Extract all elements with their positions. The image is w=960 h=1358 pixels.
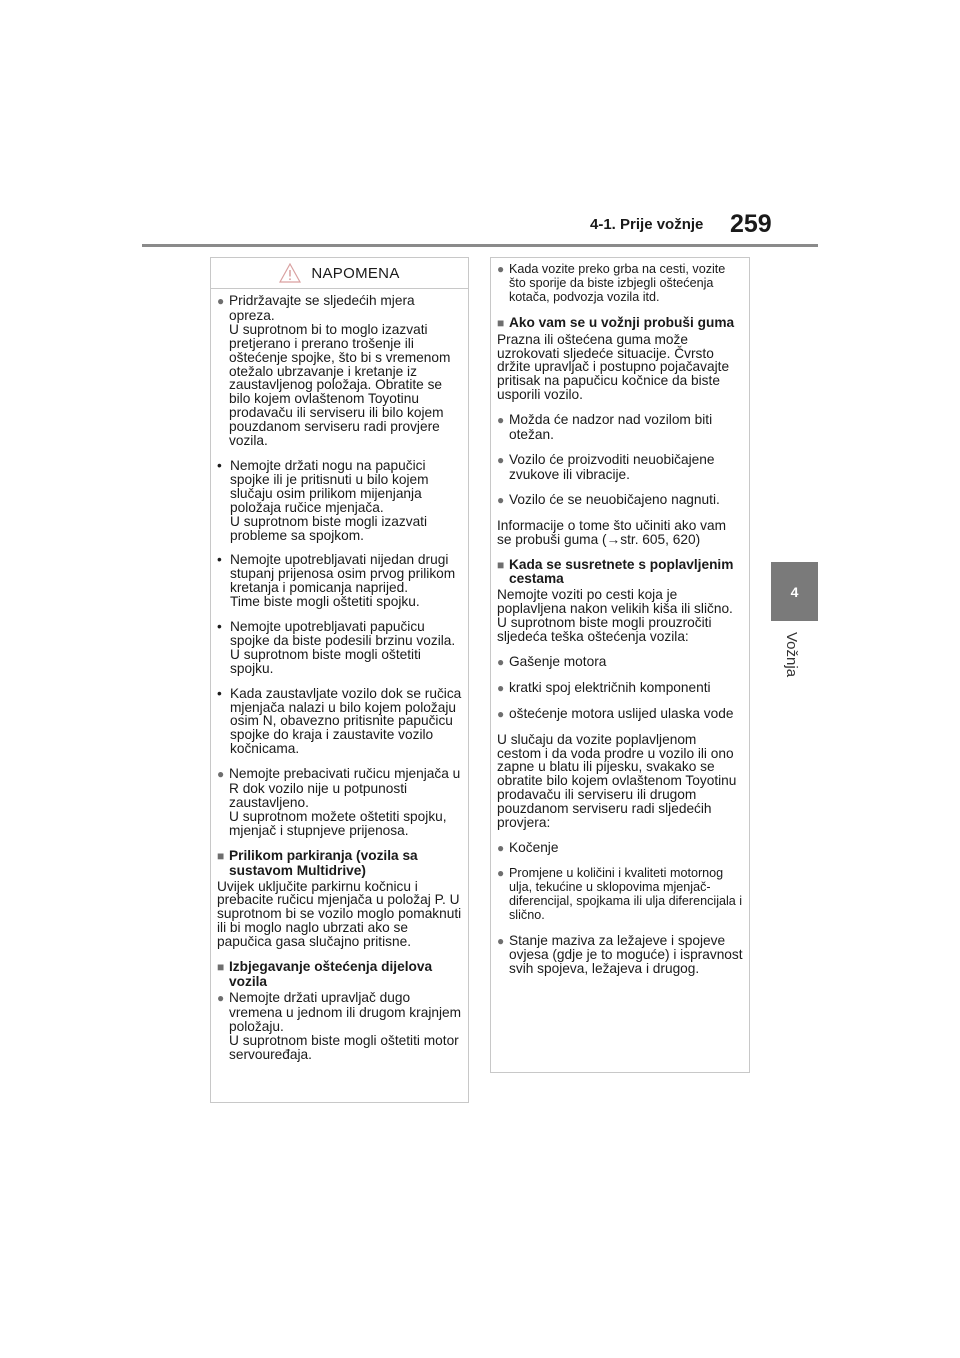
- list-item: ● Gašenje motora: [497, 655, 743, 670]
- paragraph: Nemojte voziti po cesti koja je poplavljena nakon velikih kiša ili slično. U suprotnom biste mogli prouzročiti sljedeća teška oštećenja vozila:: [497, 587, 733, 645]
- list-item: ● Nemojte držati upravljač dugo vremena u jednom ili drugom krajnjem položaju. U suprotnom biste mogli oštetiti motor servouređaja.: [217, 991, 462, 1062]
- list-item: ● Vozilo će se neuobičajeno nagnuti.: [497, 493, 743, 508]
- section-title: 4-1. Prije vožnje: [590, 216, 704, 233]
- list-item: ● Promjene u količini i kvaliteti motornog ulja, tekućine u sklopovima mjenjač-diferencijal, spojkama ili ulja diferencijala i slično.: [497, 867, 743, 923]
- list-item: • Nemojte upotrebljavati papučicu spojke da biste podesili brzinu vozila. U suprotnom biste mogli oštetiti spojku.: [217, 620, 462, 676]
- section-heading: ■ Kada se susretnete s poplavljenim cestama: [497, 558, 743, 587]
- section-heading: ■ Izbjegavanje oštećenja dijelova vozila: [217, 960, 462, 989]
- chapter-number: 4: [790, 583, 799, 600]
- list-item: ● Stanje maziva za ležajeve i spojeve ovjesa (gdje je to moguće) i ispravnost svih spojeva, ležajeva i drugog.: [497, 934, 743, 977]
- list-item: ● kratki spoj električnih komponenti: [497, 681, 743, 696]
- list-item: ● Kada vozite preko grba na cesti, vozite što sporije da biste izbjegli oštećenja kotača, podvozja vozila itd.: [497, 263, 743, 305]
- list-item: ● Možda će nadzor nad vozilom biti otežan.: [497, 413, 743, 442]
- paragraph: Prazna ili oštećena guma može uzrokovati sljedeće situacije. Čvrsto držite upravljač i postupno pojačavajte pritisak na papučicu kočnice da biste usporili vozilo.: [497, 331, 730, 403]
- paragraph: Uvijek uključite parkirnu kočnicu i prebacite ručicu mjenjača u položaj P. U suprotnom bi se vozilo moglo pomaknuti ili bi moglo naglo ubrzati ako se papučica gasa slučajno pritisne.: [217, 878, 462, 950]
- list-item: • Nemojte držati nogu na papučici spojke ili je pritisnuti u bilo kojem slučaju osim prilikom mijenjanja položaja ručice mjenjača. U suprotnom biste mogli izazvati probleme sa spojkom.: [217, 459, 462, 542]
- list-item: ● Pridržavajte se sljedećih mjera opreza. U suprotnom bi to moglo izazvati pretjerano i prerano trošenje ili oštećenje spojke, što bi s vremenom otežalo ubrzavanje i kretanje iz zaustavljenog položaja. Obratite se bilo kojem ovlaštenom Toyotinu prodavaču ili serviseru ili bilo kojem pouzdanom serviseru radi provjere vozila.: [217, 294, 462, 448]
- list-item: ● oštećenje motora uslijed ulaska vode: [497, 707, 743, 722]
- list-item: ● Kočenje: [497, 841, 743, 856]
- list-item: ● Nemojte prebacivati ručicu mjenjača u R dok vozilo nije u potpunosti zaustavljeno. U suprotnom možete oštetiti spojku, mjenjač i stupnjeve prijenosa.: [217, 767, 462, 838]
- section-heading: ■ Ako vam se u vožnji probuši guma: [497, 316, 743, 331]
- paragraph: Informacije o tome što učiniti ako vam se probuši guma (→str. 605, 620): [497, 517, 726, 547]
- list-item: ● Vozilo će proizvoditi neuobičajene zvukove ili vibracije.: [497, 453, 743, 482]
- notice-box: [210, 257, 469, 1103]
- page-number: 259: [730, 210, 772, 238]
- notice-title: NAPOMENA: [311, 264, 400, 282]
- paragraph: U slučaju da vozite poplavljenom cestom i da voda prodre u vozilo ili ono zapne u blatu ili pijesku, svakako se obratite bilo kojem ovlaštenom Toyotinu prodavaču ili serviseru ili drugom pouzdanom serviseru radi sljedećih provjera:: [497, 731, 737, 831]
- notice-header: [211, 258, 468, 289]
- chapter-label: Vožnja: [783, 632, 800, 678]
- section-heading: ■ Prilikom parkiranja (vozila sa sustavom Multidrive): [217, 849, 462, 878]
- warning-icon: [279, 263, 301, 283]
- chapter-tab: [771, 562, 818, 621]
- list-item: • Nemojte upotrebljavati nijedan drugi stupanj prijenosa osim prvog prilikom kretanja i pomicanja naprijed. Time biste mogli oštetiti spojku.: [217, 553, 462, 609]
- list-item: • Kada zaustavljate vozilo dok se ručica mjenjača nalazi u bilo kojem položaju osim N, obavezno pritisnite papučicu spojke do kraja i zaustavite vozilo kočnicama.: [217, 687, 462, 757]
- header-rule: [142, 244, 818, 247]
- notice-box-continued: [490, 257, 750, 1073]
